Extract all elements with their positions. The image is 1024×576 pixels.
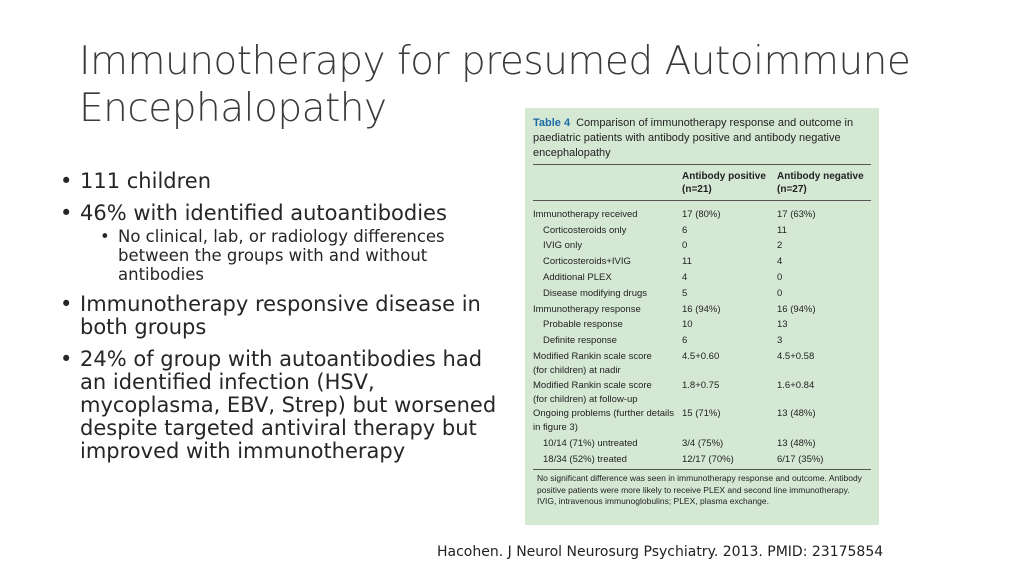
citation: Hacohen. J Neurol Neurosurg Psychiatry. 2013. PMID: 23175854 (437, 544, 884, 560)
title-line-2: Encephalopathy (79, 86, 387, 131)
table-row: Corticosteroids only 6 11 (543, 225, 787, 236)
table-row: Definite response 6 3 (543, 335, 783, 346)
sub-bullet-item: • No clinical, lab, or radiology differences between the groups with and without antibodies (98, 227, 498, 284)
table-row: Ongoing problems (further details in figure 3) 15 (71%) 13 (48%) (533, 408, 816, 433)
table-footnote: No significant difference was seen in immunotherapy response and outcome. Antibody positive patients were more likely to receive PLEX and second line immunotherapy. IVIG, intravenous immunoglobulins; PLEX, plasma exchange. (537, 473, 862, 506)
table-row: Probable response 10 13 (543, 319, 788, 330)
table-row: Immunotherapy received 17 (80%) 17 (63%) (533, 209, 816, 220)
bullet-list (58, 170, 498, 472)
table-rule-bottom (533, 469, 871, 470)
column-header-antibody-positive: Antibody positive (n=21) (682, 171, 766, 195)
table-row: IVIG only 0 2 (543, 240, 783, 251)
table-rule-header (533, 200, 871, 201)
bullet-item: • 46% with identified autoantibodies • No clinical, lab, or radiology differences between the groups with and without antibodies (58, 202, 498, 284)
column-header-antibody-negative: Antibody negative (n=27) (777, 171, 864, 195)
table-row: Additional PLEX 4 0 (543, 272, 783, 283)
table-row: Disease modifying drugs 5 0 (543, 288, 783, 299)
bullet-item: • 111 children (58, 170, 498, 193)
title-line-1: Immunotherapy for presumed Autoimmune (79, 39, 911, 84)
table-row: Corticosteroids+IVIG 11 4 (543, 256, 783, 267)
table-row: 18/34 (52%) treated 12/17 (70%) 6/17 (35%) (543, 454, 824, 465)
table-row: Modified Rankin scale score (for children) at follow-up 1.8+0.75 1.6+0.84 (533, 380, 815, 405)
table-label: Table 4 (533, 117, 571, 129)
table-rule-top (533, 164, 871, 165)
table-caption-text: Comparison of immunotherapy response and outcome in paediatric patients with antibody positive and antibody negative encephalopathy (533, 117, 854, 159)
table-row: Modified Rankin scale score (for children) at nadir 4.5+0.60 4.5+0.58 (533, 351, 815, 376)
bullet-item: • Immunotherapy responsive disease in both groups (58, 293, 498, 339)
sub-bullet-list (80, 227, 498, 284)
table-image (525, 108, 879, 525)
table-row: Immunotherapy response 16 (94%) 16 (94%) (533, 304, 816, 315)
bullet-item: • 24% of group with autoantibodies had an identified infection (HSV, mycoplasma, EBV, Strep) but worsened despite targeted antiviral therapy but improved with immunotherapy (58, 348, 498, 463)
table-row: 10/14 (71%) untreated 3/4 (75%) 13 (48%) (543, 438, 816, 449)
table-caption (533, 116, 873, 161)
